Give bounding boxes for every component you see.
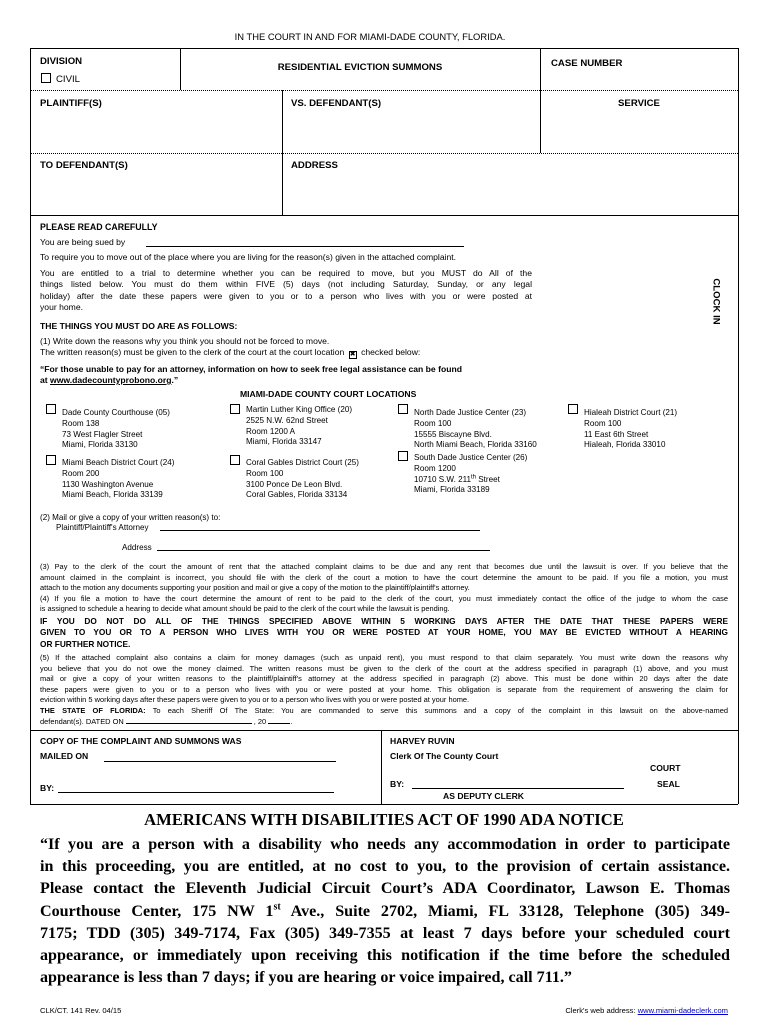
address-line[interactable] — [157, 550, 490, 551]
item2-line2: Plaintiff/Plaintiff's Attorney — [56, 523, 149, 532]
location-mlk-office: Martin Luther King Office (20) 2525 N.W. 62nd Street Room 1200 A Miami, Florida 33147 — [246, 405, 353, 447]
item3-paragraph: (3) Pay to the clerk of the court the amount of rent that the attached complaint claims to be due and any rent that becomes due until the lawsuit is over. If you believe that the amount claimed in the complaint is incorrect, you should file with the clerk of the court a motion to have the court determine the amount to be paid. If you file a motion, you must attach to the motion any documents supporting your position and mail or give a copy of the motion to the plaintiff/plaintiff's attorney. (4) If you file a motion to have the court determine the amount of rent to be paid to the clerk of the court, you must immediately contact the office of the judge to whom the case is assigned to schedule a hearing to decide what amount should be paid to the clerk of the court while the lawsuit is pending. — [40, 562, 728, 614]
form-left-border — [30, 48, 31, 711]
web-address: Clerk's web address: www.miami-dadeclerk.com — [565, 1006, 728, 1015]
ada-title: AMERICANS WITH DISABILITIES ACT OF 1990 ADA NOTICE — [144, 810, 624, 829]
ada-notice: “If you are a person with a disability who needs any accommodation in order to participate in this proceeding, you are entitled, at no cost to you, to the provision of certain assistance. Please contact the Eleventh Judicial Circuit Court’s ADA Coordinator, Lawson E. Thomas Courthouse Center, 175 NW 1st Ave., Suite 2702, Miami, FL 33128, Telephone (305) 349- 7175; TDD (305) 349-7174, Fax (305) 349-7355 at least 7 days before your scheduled court appearance, or immediately upon receiving this notification if the time before the scheduled appearance is less than 7 days; if you are hearing or voice impaired, call 711.” — [40, 836, 730, 987]
bottom-form-right — [738, 711, 739, 804]
florida-command: THE STATE OF FLORIDA: To each Sheriff Of The State: You are commanded to serve this summons and a copy of the complaint in this lawsuit on the above-named — [40, 706, 728, 715]
location-checkbox-21[interactable] — [568, 404, 578, 414]
please-read-heading: PLEASE READ CAREFULLY — [40, 222, 158, 232]
location-checkbox-25[interactable] — [230, 455, 240, 465]
location-north-dade-justice-center: North Dade Justice Center (23) Room 100 15555 Biscayne Blvd. North Miami Beach, Florida 33160 — [414, 408, 537, 450]
bottom-form-top — [30, 730, 738, 731]
address-label: ADDRESS — [291, 160, 338, 171]
location-coral-gables-district-court: Coral Gables District Court (25) Room 100 3100 Ponce De Leon Blvd. Coral Gables, Florida 33134 — [246, 458, 359, 500]
location-miami-beach-district-court: Miami Beach District Court (24) Room 200 1130 Washington Avenue Miami Beach, Florida 33139 — [62, 458, 175, 500]
mailed-on-line[interactable] — [104, 761, 336, 762]
probono-link[interactable]: www.dadecountyprobono.org — [50, 375, 172, 385]
plaintiffs-label: PLAINTIFF(S) — [40, 98, 102, 109]
item5-paragraph: (5) If the attached complaint also contains a claim for money damages (such as unpaid rent), you must respond to that claim separately. You must write down the reasons why you believe that you do not owe the money claimed. The written reasons must be given to the clerk of the court at the address specified in paragraph (1) above, and you must mail or give a copy of your written reasons to the plaintiff/plaintiff's attorney at the address specified in paragraph (2) above. This must be done within 20 days after the date these papers were given to you or to a person who lives with you or were posted at your home. This obligation is separate from the requirement of answering the claim for eviction within 5 working days after these papers were given to you or to a person who lives with you or were posted at your home. — [40, 653, 728, 705]
civil-checkbox[interactable] — [41, 73, 51, 83]
mailed-on-label: MAILED ON — [40, 751, 89, 761]
civil-label: CIVIL — [56, 74, 80, 85]
by-left-line[interactable] — [58, 792, 334, 793]
location-south-dade-justice-center: South Dade Justice Center (26) Room 1200 10710 S.W. 211th Street Miami, Florida 33189 — [414, 453, 528, 495]
deputy-clerk-label: AS DEPUTY CLERK — [443, 791, 525, 801]
form-top-border — [30, 48, 738, 49]
clock-in-label: CLOCK IN — [710, 278, 722, 325]
summons-title: RESIDENTIAL EVICTION SUMMONS — [277, 62, 443, 73]
court-title: IN THE COURT IN AND FOR MIAMI-DADE COUNTY, FLORIDA. — [234, 31, 506, 42]
require-move-text: To require you to move out of the place where you are living for the reason(s) given in the attached complaint. — [40, 252, 457, 262]
location-checkbox-24[interactable] — [46, 455, 56, 465]
attorney-line[interactable] — [160, 530, 480, 531]
location-checkbox-23[interactable] — [398, 404, 408, 414]
probono-line1: “For those unable to pay for an attorney, information on how to seek free legal assistance can be found — [40, 364, 462, 374]
location-checkbox-20[interactable] — [230, 404, 240, 414]
vs-defendants-label: VS. DEFENDANT(S) — [291, 98, 382, 109]
bottom-form-divider — [381, 730, 382, 804]
things-heading: THE THINGS YOU MUST DO ARE AS FOLLOWS: — [40, 321, 238, 331]
eviction-warning: IF YOU DO NOT DO ALL OF THE THINGS SPECIFIED ABOVE WITHIN 5 WORKING DAYS AFTER THE DATE THAT THESE PAPERS WERE GIVEN TO YOU OR TO A PERSON WHO LIVES WITH YOU OR WERE POSTED AT YOUR HOME, YOU MAY BE EVICTED WITHOUT A HEARING OR FURTHER NOTICE. — [40, 616, 728, 649]
location-dade-county-courthouse: Dade County Courthouse (05) Room 138 73 West Flagler Street Miami, Florida 33130 — [62, 408, 170, 450]
row-divider — [30, 90, 738, 91]
copy-label: COPY OF THE COMPLAINT AND SUMMONS WAS — [40, 736, 242, 746]
checked-box-icon: ✖ — [349, 351, 356, 358]
bottom-form-bottom — [30, 804, 738, 805]
item1-line2: The written reason(s) must be given to the clerk of the court at the court location ✖ checked below: — [40, 347, 421, 358]
row-divider — [30, 153, 738, 154]
to-defendants-label: TO DEFENDANT(S) — [40, 160, 128, 171]
clerk-web-link[interactable]: www.miami-dadeclerk.com — [637, 1006, 728, 1015]
divider — [540, 48, 541, 90]
form-id: CLK/CT. 141 Rev. 04/15 — [40, 1006, 122, 1015]
clerk-county-court: Clerk Of The County Court — [390, 751, 499, 761]
location-checkbox-05[interactable] — [46, 404, 56, 414]
court-label: COURT — [650, 763, 681, 773]
item1-line1: (1) Write down the reasons why you think you should not be forced to move. — [40, 336, 330, 346]
bottom-form-left — [30, 711, 31, 804]
row-divider — [30, 215, 738, 216]
service-label: SERVICE — [618, 98, 660, 109]
item2-line1: (2) Mail or give a copy of your written reason(s) to: — [40, 513, 221, 522]
mail-address-label: Address — [122, 543, 152, 552]
by-right-label: BY: — [390, 779, 405, 789]
dated-on-line: defendant(s). DATED ON , 20 . — [40, 717, 293, 726]
locations-heading: MIAMI-DADE COUNTY COURT LOCATIONS — [240, 389, 417, 399]
seal-label: SEAL — [657, 779, 680, 789]
location-hialeah-district-court: Hialeah District Court (21) Room 100 11 East 6th Street Hialeah, Florida 33010 — [584, 408, 678, 450]
case-number-label: CASE NUMBER — [551, 58, 623, 69]
location-checkbox-26[interactable] — [398, 451, 408, 461]
sued-by-line[interactable] — [146, 246, 464, 247]
probono-line2: at www.dadecountyprobono.org.” — [40, 375, 179, 385]
by-right-line[interactable] — [412, 788, 624, 789]
by-left-label: BY: — [40, 783, 55, 793]
division-label: DIVISION — [40, 56, 83, 67]
trial-paragraph: You are entitled to a trial to determine whether you can be required to move, but you MUST do All of the things listed below. You must do them within FIVE (5) days (not including Saturday, Sunday, or any legal holiday) after the date these papers were given to you or to a person who lives with you or were posted at your home. — [40, 268, 532, 312]
form-right-border — [738, 48, 739, 711]
sued-by-label: You are being sued by — [40, 237, 126, 247]
harvey-ruvin: HARVEY RUVIN — [390, 736, 455, 746]
